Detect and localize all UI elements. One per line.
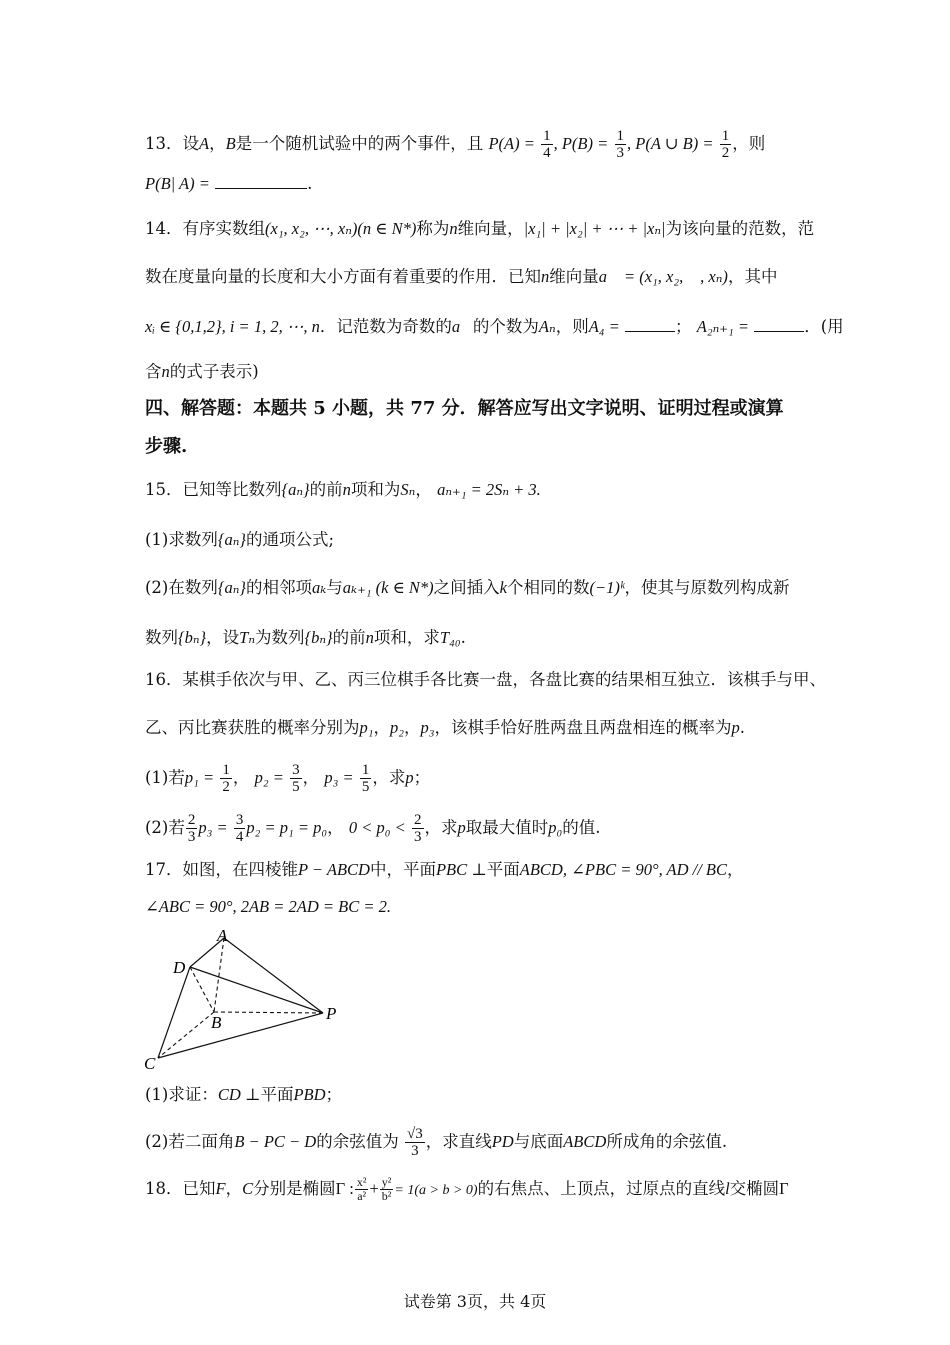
text: (2)在数列 [145, 578, 218, 597]
denominator: 4 [235, 829, 244, 845]
text: (2)若 [145, 818, 185, 837]
text: ； [413, 768, 431, 787]
text: 含 [145, 362, 162, 381]
math-n: n [161, 362, 170, 381]
math-an: Aₙ [538, 317, 556, 336]
text: 为数列 [255, 628, 305, 647]
text: 与 [326, 578, 343, 597]
math-conditions-2: ∠ABC = 90°, 2AB = 2AD = BC = 2. [145, 897, 391, 916]
q15-part2-cont [145, 626, 466, 650]
text: ， [727, 860, 744, 879]
math-an: {aₙ} [217, 578, 247, 597]
denominator: 3 [411, 1143, 419, 1159]
math-p0: p₀ [548, 818, 563, 837]
text: 的式子表示) [169, 362, 259, 381]
label-c: C [144, 1054, 156, 1073]
q15-part1 [145, 528, 334, 552]
math-a4: A₄ = [588, 317, 620, 336]
text: ，求 [424, 818, 458, 837]
text: ．记范数为奇数的 [319, 317, 452, 336]
text: 是一个随机试验中的两个事件，且 [235, 134, 484, 153]
math-n: n [342, 480, 351, 499]
math-bn: {bₙ} [304, 628, 333, 647]
math-an: {aₙ} [281, 480, 310, 499]
math-sn: Sₙ [400, 480, 416, 499]
text: ．(用 [804, 317, 844, 336]
pyramid-figure [140, 925, 360, 1075]
math-tn: Tₙ [239, 628, 256, 647]
label-d: D [173, 958, 186, 977]
answer-blank [215, 172, 307, 189]
math-p3: p₃ = [324, 768, 354, 787]
math-f: F [215, 1179, 226, 1198]
text: 个相同的数 [507, 578, 590, 597]
edge-ap [224, 938, 323, 1013]
text: 的前 [309, 480, 343, 499]
denominator: 3 [414, 829, 422, 845]
text: (2)若二面角 [145, 1132, 235, 1151]
fraction-y2-b2 [380, 1176, 394, 1203]
math-cd: CD ⊥ [217, 1085, 261, 1104]
q15-line1 [145, 478, 541, 502]
fraction-1-5 [360, 762, 372, 795]
text: 为该向量的范数，范 [665, 219, 815, 238]
text: 的余弦值为 [316, 1132, 399, 1151]
math-p: p [405, 768, 414, 787]
math-domain: xᵢ ∈ {0,1,2}, i = 1, 2, ⋯, n [145, 317, 320, 336]
math-p2: p₂ = [254, 768, 284, 787]
text: 乙、丙比赛获胜的概率分别为 [145, 718, 360, 737]
math-t40: T₄₀ [439, 628, 461, 647]
text: ， [404, 718, 421, 737]
q14-line4 [145, 360, 259, 384]
q13-line2 [145, 172, 312, 196]
math-c: C [242, 1179, 254, 1198]
text: 数在度量向量的长度和大小方面有着重要的作用．已知 [145, 267, 541, 286]
answer-blank [754, 315, 804, 332]
math-pab: , P(A ∪ B) = [627, 134, 714, 153]
math-p2: p₂ [390, 718, 404, 737]
text: ， [209, 134, 226, 153]
numerator: 3 [235, 812, 244, 828]
text: 交椭圆 [729, 1179, 780, 1198]
text: ，其中 [727, 267, 778, 286]
text: ， [302, 768, 320, 787]
edge-bp [214, 1012, 323, 1013]
math-range: 0 < p₀ < [348, 818, 406, 837]
text: (1)求数列 [145, 530, 218, 549]
q17-part2 [145, 1126, 727, 1159]
math-pb: , P(B) = [553, 134, 609, 153]
edge-cp [158, 1013, 323, 1058]
math-conditions: ABCD, ∠PBC = 90°, AD // BC [519, 860, 728, 879]
numerator: 1 [721, 128, 730, 144]
text: ，则 [555, 317, 589, 336]
q16-line1: 16．某棋手依次与甲、乙、丙三位棋手各比赛一盘，各盘比赛的结果相互独立．该棋手与甲、 [145, 670, 826, 689]
text: 维向量 [549, 267, 599, 286]
text: (1)求证： [145, 1085, 218, 1104]
text: ； [675, 317, 692, 336]
text: 所成角的余弦值. [606, 1132, 728, 1151]
q17-part1 [145, 1083, 342, 1107]
q16-part1 [145, 762, 430, 795]
math-abcd: ABCD [563, 1132, 607, 1151]
text: ， [232, 768, 250, 787]
math-vector: a⃗ = (x₁, x₂, ⋯, xₙ) [598, 267, 728, 286]
math-gamma: Γ : [335, 1179, 354, 1198]
numerator: 2 [414, 812, 422, 828]
math-pa: P(A) = [488, 134, 535, 153]
text: 平面 [486, 860, 520, 879]
label-a: A [217, 926, 228, 945]
math-p: p [731, 718, 740, 737]
text: 维向量， [457, 219, 524, 238]
q14-line3 [145, 315, 844, 339]
label-b: B [211, 1013, 222, 1032]
text: 数列 [145, 628, 178, 647]
denominator: 2 [721, 145, 730, 161]
text: ； [325, 1085, 343, 1104]
text: 的值. [562, 818, 601, 837]
text: ，该棋手恰好胜两盘且两盘相连的概率为 [434, 718, 732, 737]
text: ，则 [732, 134, 766, 153]
text: 的相邻项 [246, 578, 313, 597]
math-p1: p₁ = [184, 768, 215, 787]
text: 项和为 [350, 480, 401, 499]
label-p: P [326, 1004, 337, 1023]
fraction-1-4 [541, 128, 553, 161]
math-p3: p₃ [420, 718, 435, 737]
math-k: k [499, 578, 507, 597]
denominator: b² [381, 1189, 392, 1203]
q16-part2 [145, 812, 601, 845]
q16-line2 [145, 716, 745, 740]
numerator: x² [356, 1175, 367, 1189]
math-ak1: aₖ₊₁ (k ∈ N*) [342, 578, 434, 597]
text: 分别是椭圆 [253, 1179, 336, 1198]
section-heading-cont: 步骤. [145, 436, 188, 457]
fraction-sqrt3-3 [405, 1126, 425, 1159]
fraction-2-3 [186, 812, 198, 845]
math-l: l [725, 1179, 730, 1198]
math-an: {aₙ} [217, 530, 247, 549]
edge-dp [190, 967, 323, 1013]
q18-line1 [145, 1176, 789, 1203]
math-b: B [225, 134, 236, 153]
math-pyramid: P − ABCD [298, 860, 370, 879]
answer-blank [625, 315, 675, 332]
math-p1: p₁ [359, 718, 374, 737]
text: . [460, 628, 466, 647]
q17-line2 [145, 895, 391, 919]
text: . [307, 174, 313, 193]
text: 与底面 [513, 1132, 564, 1151]
fraction-1-2 [220, 762, 232, 795]
text: ，使其与原数列构成新 [624, 578, 790, 597]
q15-number: 15．已知等比数列 [145, 480, 282, 499]
text: ， [327, 818, 344, 837]
math-dihedral: B − PC − D [234, 1132, 317, 1151]
text: ，求 [372, 768, 406, 787]
math-p3: p₃ = [198, 818, 228, 837]
numerator: 1 [543, 128, 551, 144]
math-n: n [365, 628, 374, 647]
fraction-2-3 [412, 812, 424, 845]
text: 项和，求 [373, 628, 440, 647]
text: 的右焦点、上顶点，过原点的直线 [477, 1179, 726, 1198]
math-pba: P(B| A) = [145, 174, 210, 193]
text: 之间插入 [433, 578, 500, 597]
denominator: a² [357, 1189, 367, 1203]
numerator: 1 [222, 762, 230, 778]
section-heading: 四、解答题：本题共 5 小题，共 77 分．解答应写出文字说明、证明过程或演算 [145, 398, 784, 419]
fraction-1-3 [615, 128, 627, 161]
math-plus: + [369, 1179, 379, 1198]
fraction-3-5 [290, 762, 302, 795]
math-pbc: PBC ⊥ [435, 860, 487, 879]
math-bn: {bₙ} [178, 628, 207, 647]
q14-line2 [145, 265, 777, 289]
q17-line1 [145, 858, 744, 882]
math-ak: aₖ [312, 578, 327, 597]
math-n: n [541, 267, 550, 286]
text: 的通项公式; [246, 530, 335, 549]
math-n: n [449, 219, 458, 238]
text: . [739, 718, 745, 737]
q18-number: 18．已知 [145, 1179, 216, 1198]
text: 称为 [416, 219, 450, 238]
text: ，设 [206, 628, 240, 647]
text: 取最大值时 [465, 818, 549, 837]
q14-line1 [145, 217, 814, 241]
math-gamma: Γ [779, 1179, 789, 1198]
text: ， [373, 718, 390, 737]
numerator: y² [381, 1175, 392, 1189]
math-equal-chain: p₂ = p₁ = p₀ [246, 818, 328, 837]
numerator: 1 [361, 762, 370, 778]
denominator: 3 [616, 145, 624, 161]
math-ellipse-condition: = 1(a > b > 0) [394, 1183, 478, 1198]
math-minus1k: (−1)ᵏ [589, 578, 625, 597]
numerator: 3 [292, 762, 300, 778]
math-a: A [199, 134, 210, 153]
math-pbd: PBD [293, 1085, 326, 1104]
denominator: 2 [222, 779, 230, 795]
q13-number: 13．设 [145, 134, 199, 153]
text: 的前 [332, 628, 366, 647]
math-recurrence: aₙ₊₁ = 2Sₙ + 3. [437, 480, 541, 499]
q15-part2 [145, 576, 790, 600]
math-norm: |x₁| + |x₂| + ⋯ + |xₙ| [523, 219, 666, 238]
math-pd: PD [491, 1132, 514, 1151]
math-a-vec: a⃗ [451, 317, 473, 336]
text: 中，平面 [369, 860, 436, 879]
q17-number: 17．如图，在四棱锥 [145, 860, 298, 879]
fraction-3-4 [234, 812, 246, 845]
q13-line1 [145, 128, 765, 161]
text: ， [415, 480, 432, 499]
math-tuple: (x₁, x₂, ⋯, xₙ)(n ∈ N*) [265, 219, 417, 238]
text: ， [225, 1179, 243, 1198]
text: ，求直线 [425, 1132, 492, 1151]
math-p: p [457, 818, 466, 837]
numerator: √3 [406, 1126, 423, 1142]
numerator: 1 [616, 128, 624, 144]
page-footer: 试卷第 3页，共 4页 [403, 1292, 547, 1311]
denominator: 3 [187, 829, 196, 845]
text: (1)若 [145, 768, 185, 787]
fraction-x2-a2 [355, 1176, 369, 1203]
denominator: 5 [361, 779, 370, 795]
q14-number: 14．有序实数组 [145, 219, 265, 238]
denominator: 4 [543, 145, 551, 161]
math-a2n1: A₂ₙ₊₁ = [696, 317, 749, 336]
fraction-1-2 [720, 128, 732, 161]
text: 平面 [260, 1085, 294, 1104]
numerator: 2 [187, 812, 196, 828]
edge-ab [214, 938, 224, 1012]
denominator: 5 [292, 779, 300, 795]
text: 的个数为 [472, 317, 539, 336]
